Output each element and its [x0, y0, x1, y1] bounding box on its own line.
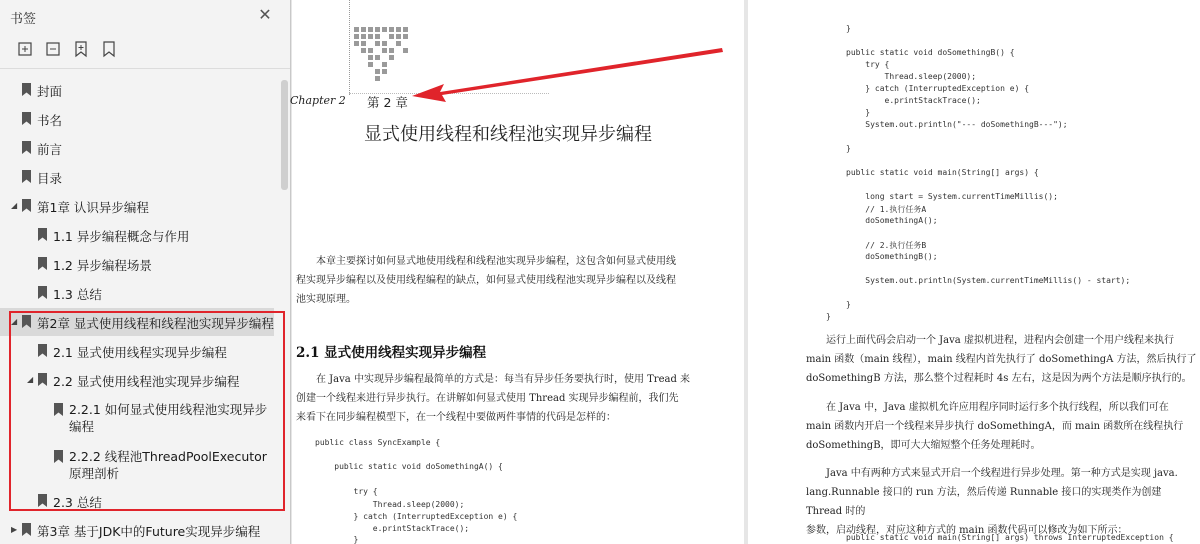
bookmark-item-chapter-1[interactable]: [0, 192, 278, 220]
paragraph: [806, 398, 1198, 455]
text-line: 在 Java 中实现异步编程最简单的方式是：每当有异步任务要执行时，使用 Tread 来: [316, 374, 691, 385]
code-line: long start = System.currentTimeMillis();: [846, 192, 1058, 201]
bookmark-toolbar: [0, 38, 290, 62]
chapter-title: 显式使用线程和线程池实现异步编程: [364, 124, 652, 145]
section-title: 2.1 显式使用线程实现异步编程: [296, 345, 487, 361]
code-line: }: [826, 312, 831, 321]
text-line: 创建一个线程来进行异步执行。在讲解如何显式使用 Thread 实现异步编程前，我们先: [296, 393, 679, 404]
code-line: System.out.println("--- doSomethingB---");: [846, 120, 1068, 129]
panel-title: 书签: [10, 12, 37, 27]
bookmark-icon: [38, 228, 47, 241]
text-line: 来看下在同步编程模型下，在一个线程中要做两件事情的代码是怎样的：: [296, 412, 616, 423]
code-line: }: [846, 300, 851, 309]
code-line: System.out.println(System.currentTimeMillis() - start);: [846, 276, 1131, 285]
code-line: }: [846, 24, 851, 33]
bookmark-item[interactable]: [0, 366, 278, 394]
bookmark-item[interactable]: [0, 134, 278, 162]
bookmark-label: 2.2.2 线程池ThreadPoolExecutor原理剖析: [69, 449, 267, 481]
divider: [0, 68, 290, 69]
bookmark-item[interactable]: [0, 163, 278, 191]
code-line: e.printStackTrace();: [315, 524, 470, 533]
bookmark-icon: [22, 83, 31, 96]
bookmark-item[interactable]: [0, 250, 278, 278]
bookmark-icon: [22, 523, 31, 536]
text-line: 本章主要探讨如何显式地使用线程和线程池实现异步编程，这包含如何显式使用线: [316, 256, 676, 267]
bookmark-label: 1.1 异步编程概念与作用: [53, 229, 190, 244]
pdf-page-left: [292, 0, 744, 544]
text-line: 参数，启动线程，对应这种方式的 main 函数代码可以修改为如下所示：: [806, 525, 1128, 536]
bookmark-item[interactable]: [0, 337, 278, 365]
text-line: main 函数（main 线程），main 线程内首先执行了 doSomethingA 方法，然后执行了: [806, 354, 1197, 365]
bookmark-label: 1.3 总结: [53, 287, 102, 302]
section-paragraph: [296, 370, 736, 427]
bookmark-icon: [22, 199, 31, 212]
bookmark-icon: [22, 112, 31, 125]
text-line: main 函数内开启一个线程来异步执行 doSomethingA，而 main 函数所在线程执行: [806, 421, 1184, 432]
bookmark-icon: [38, 344, 47, 357]
code-line: public class SyncExample {: [315, 438, 441, 447]
code-line: } catch (InterruptedException e) {: [315, 512, 518, 521]
bookmark-label: 第3章 基于JDK中的Future实现异步编程: [37, 524, 261, 539]
text-line: lang.Runnable 接口的 run 方法，然后传递 Runnable 接口的实现类作为创建 Thread 时的: [806, 487, 1162, 517]
bookmark-icon: [22, 315, 31, 328]
expand-all-icon[interactable]: [16, 40, 34, 58]
text-line: 运行上面代码会启动一个 Java 虚拟机进程，进程内会创建一个用户线程来执行: [826, 335, 1174, 346]
bookmark-label: 书名: [37, 113, 63, 128]
close-icon[interactable]: ✕: [258, 5, 272, 24]
add-bookmark-icon[interactable]: [72, 40, 90, 58]
bookmarks-header: [0, 0, 290, 32]
code-line: public static void doSomethingB() {: [846, 48, 1015, 57]
collapse-triangle-icon[interactable]: ◢: [11, 317, 18, 326]
paragraph: [806, 464, 1198, 540]
code-line: }: [315, 535, 359, 544]
bookmark-item-chapter-2[interactable]: [0, 308, 274, 336]
bookmark-label: 目录: [37, 171, 63, 186]
bookmark-icon: [54, 450, 63, 463]
bookmark-item[interactable]: [0, 446, 278, 490]
bookmark-label: 1.2 异步编程场景: [53, 258, 152, 273]
text-line: doSomethingB，即可大大缩短整个任务处理耗时。: [806, 440, 1041, 451]
code-line: doSomethingA();: [846, 216, 938, 225]
bookmark-icon: [54, 403, 63, 416]
code-line: public static void main(String[] args) throws InterruptedException {: [846, 533, 1174, 542]
collapse-all-icon[interactable]: [44, 40, 62, 58]
bookmark-label: 2.3 总结: [53, 495, 102, 510]
bookmark-item[interactable]: [0, 399, 278, 443]
expand-triangle-icon[interactable]: ▶: [11, 525, 18, 534]
bookmark-item[interactable]: [0, 487, 278, 515]
pdf-page-right: [748, 0, 1200, 544]
bookmark-item-chapter-3[interactable]: [0, 516, 278, 544]
code-line: try {: [315, 487, 378, 496]
code-line: Thread.sleep(2000);: [315, 500, 465, 509]
bookmark-label: 第1章 认识异步编程: [37, 200, 149, 215]
bookmark-label: 2.2.1 如何显式使用线程池实现异步编程: [69, 402, 268, 434]
bookmark-icon: [38, 286, 47, 299]
text-line: Java 中有两种方式来显式开启一个线程进行异步处理。第一种方式是实现 java.: [826, 468, 1178, 479]
bookmark-item[interactable]: [0, 76, 278, 104]
bookmark-label: 第2章 显式使用线程和线程池实现异步编程: [37, 316, 274, 331]
code-line: } catch (InterruptedException e) {: [846, 84, 1030, 93]
code-line: public static void doSomethingA() {: [315, 462, 503, 471]
bookmark-icon[interactable]: [100, 40, 118, 58]
bookmark-icon: [38, 373, 47, 386]
scrollbar-thumb[interactable]: [281, 80, 288, 190]
text-line: 池实现原理。: [296, 294, 356, 305]
paragraph: [806, 331, 1198, 388]
intro-paragraph: [296, 252, 736, 309]
bookmark-label: 前言: [37, 142, 63, 157]
collapse-triangle-icon[interactable]: ◢: [11, 201, 18, 210]
text-line: doSomethingB 方法，那么整个过程耗时 4s 左右，这是因为两个方法是顺序执行的。: [806, 373, 1192, 384]
code-line: // 2.执行任务B: [846, 241, 927, 250]
bookmark-icon: [22, 170, 31, 183]
code-line: try {: [846, 60, 890, 69]
chapter-label-cn: 第 2 章: [367, 95, 408, 110]
bookmark-label: 封面: [37, 84, 63, 99]
text-line: 在 Java 中，Java 虚拟机允许应用程序同时运行多个执行线程，所以我们可在: [826, 402, 1169, 413]
bookmark-item[interactable]: [0, 279, 278, 307]
code-line: doSomethingB();: [846, 252, 938, 261]
code-line: public static void main(String[] args) {: [846, 168, 1039, 177]
bookmark-label: 2.2 显式使用线程池实现异步编程: [53, 374, 240, 389]
code-line: }: [846, 108, 871, 117]
code-line: Thread.sleep(2000);: [846, 72, 977, 81]
bookmark-item[interactable]: [0, 221, 278, 249]
chapter-pixel-ornament: [354, 27, 414, 91]
bookmarks-panel: [0, 0, 291, 544]
code-line: }: [846, 144, 851, 153]
bookmark-icon: [38, 494, 47, 507]
bookmark-icon: [22, 141, 31, 154]
collapse-triangle-icon[interactable]: ◢: [27, 375, 34, 384]
bookmark-label: 2.1 显式使用线程实现异步编程: [53, 345, 227, 360]
bookmark-icon: [38, 257, 47, 270]
bookmark-item[interactable]: [0, 105, 278, 133]
divider: [349, 0, 350, 95]
chapter-label-en: Chapter 2: [290, 94, 346, 107]
code-line: // 1.执行任务A: [846, 205, 927, 214]
code-line: e.printStackTrace();: [846, 96, 981, 105]
text-line: 程实现异步编程以及使用线程编程的缺点，如何显式使用线程池实现异步编程以及线程: [296, 275, 676, 286]
